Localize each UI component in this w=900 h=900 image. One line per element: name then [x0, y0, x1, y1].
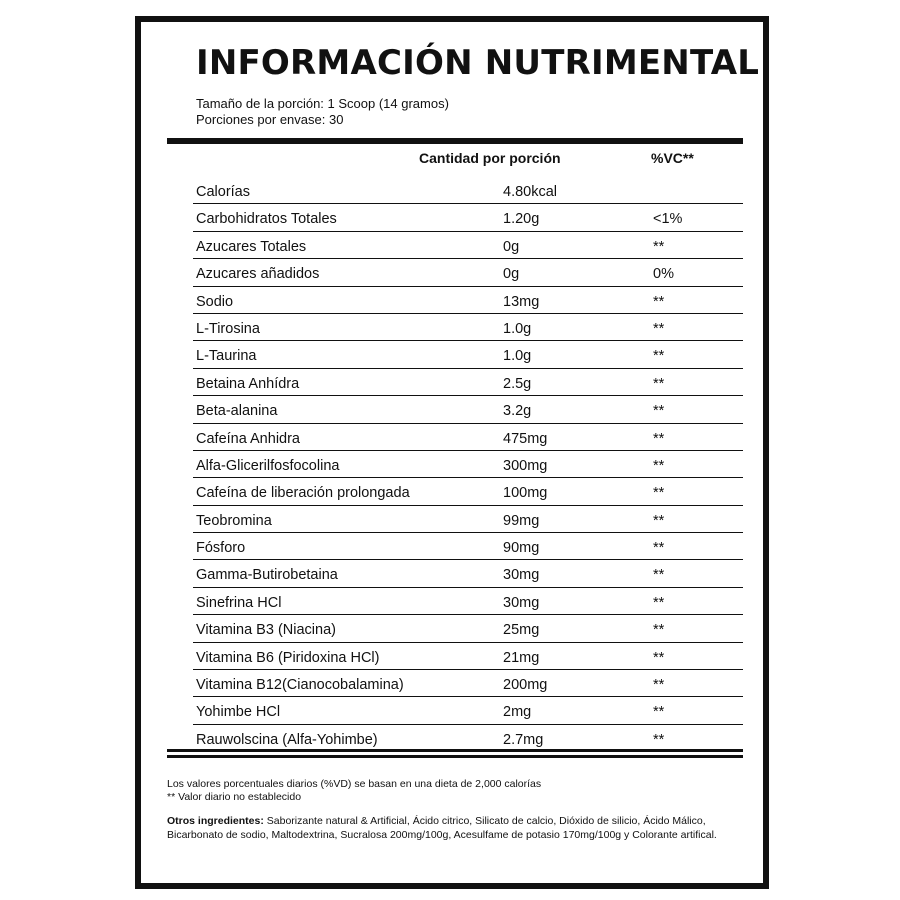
- nutrient-amount: 90mg: [503, 540, 540, 557]
- nutrient-dv: **: [653, 540, 665, 557]
- nutrient-name: Azucares añadidos: [196, 266, 320, 283]
- nutrient-dv: **: [653, 403, 665, 420]
- nutrient-name: Carbohidratos Totales: [196, 211, 337, 228]
- nutrient-amount: 1.0g: [503, 320, 532, 337]
- nutrient-name: L-Taurina: [196, 348, 257, 365]
- nutrient-amount: 25mg: [503, 622, 540, 639]
- nutrient-name: Sodio: [196, 293, 234, 310]
- nutrient-amount: 13mg: [503, 293, 540, 310]
- nutrient-name: Sinefrina HCl: [196, 594, 282, 611]
- nutrient-name: Beta-alanina: [196, 403, 278, 420]
- table-row: [167, 478, 743, 505]
- divider-double-bottom-2: [167, 755, 743, 758]
- nutrient-amount: 21mg: [503, 649, 540, 666]
- nutrient-dv: **: [653, 512, 665, 529]
- nutrient-dv: **: [653, 430, 665, 447]
- label-title: INFORMACIÓN NUTRIMENTAL: [196, 43, 760, 83]
- nutrient-name: Fósforo: [196, 540, 246, 557]
- nutrient-amount: 3.2g: [503, 403, 532, 420]
- nutrient-amount: 300mg: [503, 457, 548, 474]
- nutrient-name: Teobromina: [196, 512, 272, 529]
- nutrient-name: Cafeína de liberación prolongada: [196, 485, 410, 502]
- column-header-amount: Cantidad por porción: [419, 150, 561, 166]
- nutrient-amount: 30mg: [503, 594, 540, 611]
- table-row: [167, 615, 743, 642]
- divider-double-bottom-1: [167, 749, 743, 752]
- nutrient-dv: **: [653, 594, 665, 611]
- nutrient-name: Betaina Anhídra: [196, 375, 300, 392]
- nutrient-table: [167, 177, 743, 752]
- other-ingredients: [167, 814, 745, 842]
- table-row: [167, 314, 743, 341]
- nutrient-name: Calorías: [196, 184, 250, 200]
- footnote-na: ** Valor diario no establecido: [167, 791, 302, 803]
- table-row: [167, 424, 743, 451]
- table-row: [167, 560, 743, 587]
- nutrient-amount: 2.7mg: [503, 731, 544, 748]
- nutrient-dv: **: [653, 485, 665, 502]
- nutrient-amount: 100mg: [503, 485, 548, 502]
- table-row: [167, 232, 743, 259]
- serving-size: Tamaño de la porción: 1 Scoop (14 gramos): [196, 96, 449, 111]
- nutrient-dv: **: [653, 375, 665, 392]
- column-header-dv: %VC**: [651, 150, 694, 166]
- nutrient-amount: 4.80kcal: [503, 184, 558, 200]
- divider-thick-top: [167, 138, 743, 144]
- table-row: [167, 533, 743, 560]
- nutrient-amount: 1.20g: [503, 211, 540, 228]
- nutrition-label: [135, 16, 769, 889]
- nutrient-name: L-Tirosina: [196, 320, 260, 337]
- other-ingredients-label: Otros ingredientes:: [167, 815, 264, 827]
- nutrient-name: Yohimbe HCl: [196, 704, 281, 721]
- nutrient-dv: **: [653, 238, 665, 255]
- nutrient-dv: <1%: [653, 211, 683, 228]
- nutrient-name: Vitamina B12(Cianocobalamina): [196, 677, 404, 694]
- nutrient-name: Cafeína Anhidra: [196, 430, 300, 447]
- table-row: [167, 369, 743, 396]
- servings-per-container: Porciones por envase: 30: [196, 112, 344, 127]
- nutrient-amount: 30mg: [503, 567, 540, 584]
- nutrient-amount: 0g: [503, 266, 520, 283]
- nutrient-name: Azucares Totales: [196, 238, 307, 255]
- table-row: [167, 177, 743, 204]
- table-row: [167, 588, 743, 615]
- serving-info: [196, 96, 449, 128]
- nutrient-name: Alfa-Glicerilfosfocolina: [196, 457, 340, 474]
- table-row: [167, 643, 743, 670]
- nutrient-dv: **: [653, 622, 665, 639]
- table-row: [167, 396, 743, 423]
- footnotes: [167, 778, 541, 804]
- nutrient-name: Rauwolscina (Alfa-Yohimbe): [196, 731, 378, 748]
- nutrient-dv: **: [653, 677, 665, 694]
- other-ingredients-text: Saborizante natural & Artificial, Ácido citrico, Silicato de calcio, Dióxido de silicio, Ácido Málico, Bicarbonato de sodio, Maltodextrina, Sucralosa 200mg/100g, Acesulfame de potasio 170mg/100g y Colorante artifical.: [167, 815, 717, 841]
- nutrient-dv: **: [653, 704, 665, 721]
- nutrient-amount: 1.0g: [503, 348, 532, 365]
- table-row: [167, 204, 743, 231]
- nutrient-amount: 200mg: [503, 677, 548, 694]
- nutrient-dv: **: [653, 457, 665, 474]
- nutrient-amount: 0g: [503, 238, 520, 255]
- table-row: [167, 287, 743, 314]
- nutrient-dv: **: [653, 567, 665, 584]
- table-row: [167, 341, 743, 368]
- nutrient-dv: **: [653, 649, 665, 666]
- table-row: [167, 451, 743, 478]
- table-row: [167, 506, 743, 533]
- nutrient-dv: **: [653, 348, 665, 365]
- nutrient-name: Vitamina B6 (Piridoxina HCl): [196, 649, 380, 666]
- nutrient-dv: **: [653, 731, 665, 748]
- nutrient-amount: 2.5g: [503, 375, 532, 392]
- nutrient-amount: 2mg: [503, 704, 532, 721]
- nutrient-amount: 99mg: [503, 512, 540, 529]
- nutrient-name: Gamma-Butirobetaina: [196, 567, 338, 584]
- nutrient-name: Vitamina B3 (Niacina): [196, 622, 336, 639]
- footnote-dv: Los valores porcentuales diarios (%VD) se basan en una dieta de 2,000 calorías: [167, 778, 542, 790]
- nutrient-dv: 0%: [653, 266, 674, 283]
- nutrient-dv: **: [653, 320, 665, 337]
- table-row: [167, 697, 743, 724]
- nutrient-dv: **: [653, 293, 665, 310]
- table-row: [167, 259, 743, 286]
- nutrient-amount: 475mg: [503, 430, 548, 447]
- table-row: [167, 670, 743, 697]
